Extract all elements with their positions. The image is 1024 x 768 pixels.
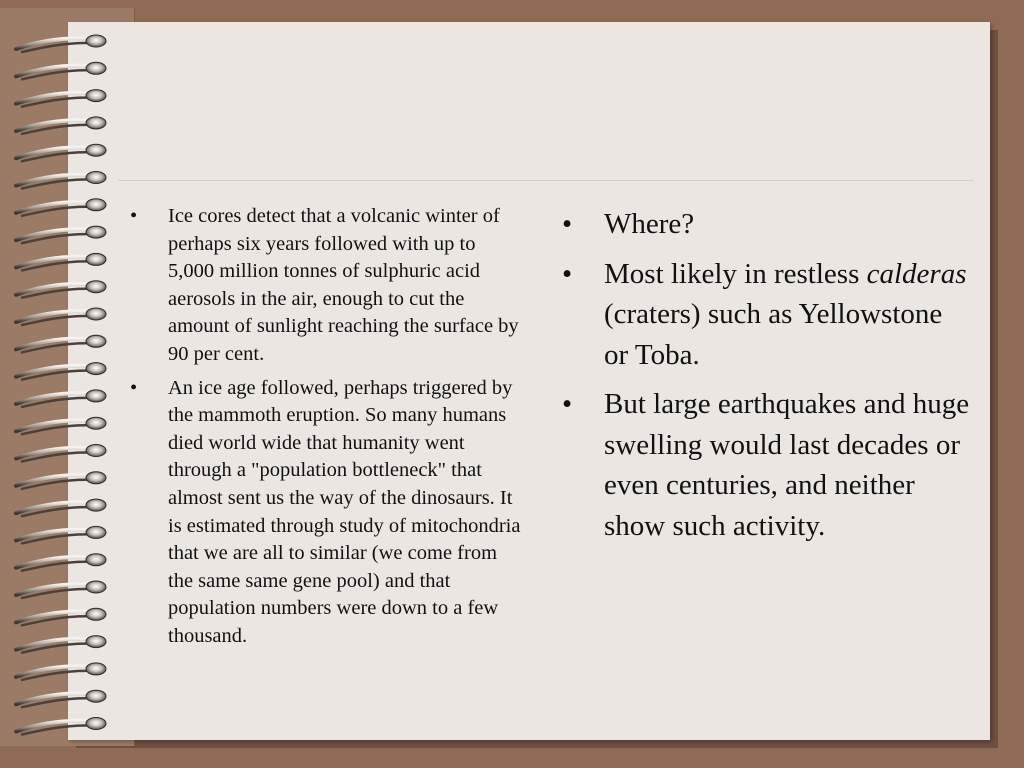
spiral-ring: [16, 363, 106, 380]
spiral-ring: [16, 390, 106, 407]
list-item: [562, 204, 972, 245]
text-run: Most likely in restless: [604, 257, 867, 290]
spiral-ring: [16, 335, 106, 352]
spiral-ring: [16, 117, 106, 134]
bullet-marker: •: [130, 205, 138, 227]
spiral-ring: [16, 308, 106, 325]
italic-term: calderas: [866, 257, 967, 290]
bullet-marker: •: [130, 376, 138, 399]
spiral-ring: [16, 526, 106, 543]
spiral-ring: [16, 718, 106, 735]
right-column: [562, 204, 972, 555]
bullet-text: But large earthquakes and huge swelling would last decades or even centuries, and neither show such activity.: [604, 388, 970, 542]
spiral-ring: [16, 62, 106, 79]
bullet-text: An ice age followed, perhaps triggered by the mammoth eruption. So many humans died world wide that humanity went through a "population bottleneck" that almost sent us the way of the dinosaurs. It is estimated through study of mitochondria that we are all to similar (we come from the same same gene pool) and that population numbers were down to a few thousand.: [168, 376, 521, 647]
text-run: (craters) such as Yellowstone or Toba.: [604, 298, 943, 371]
spiral-ring: [16, 35, 106, 52]
list-item: [562, 254, 972, 376]
bullet-marker: •: [562, 257, 573, 290]
bullet-text: [604, 258, 966, 371]
spiral-ring: [16, 281, 106, 298]
spiral-ring: [16, 172, 106, 189]
spiral-ring: [16, 472, 106, 489]
spiral-ring: [16, 663, 106, 680]
list-item: [562, 384, 972, 546]
list-item: [130, 375, 522, 651]
spiral-ring: [16, 144, 106, 161]
bullet-text: Where?: [604, 208, 695, 240]
list-item: [130, 203, 522, 369]
spiral-ring: [16, 581, 106, 598]
spiral-ring: [16, 253, 106, 270]
spiral-ring: [16, 445, 106, 462]
spiral-ring: [16, 90, 106, 107]
spiral-binding: [0, 0, 120, 768]
title-divider: [118, 180, 974, 181]
bullet-marker: •: [562, 208, 573, 240]
spiral-ring: [16, 226, 106, 243]
spiral-ring: [16, 499, 106, 516]
spiral-ring: [16, 636, 106, 653]
left-column: [130, 203, 522, 657]
spiral-ring: [16, 690, 106, 707]
spiral-ring: [16, 608, 106, 625]
bullet-marker: •: [562, 388, 573, 420]
spiral-ring: [16, 554, 106, 571]
spiral-ring: [16, 417, 106, 434]
spiral-ring: [16, 199, 106, 216]
bullet-text: Ice cores detect that a volcanic winter of perhaps six years followed with up to 5,000 million tonnes of sulphuric acid aerosols in the air, enough to cut the amount of sunlight reaching the surface by 90 per cent.: [168, 205, 519, 365]
